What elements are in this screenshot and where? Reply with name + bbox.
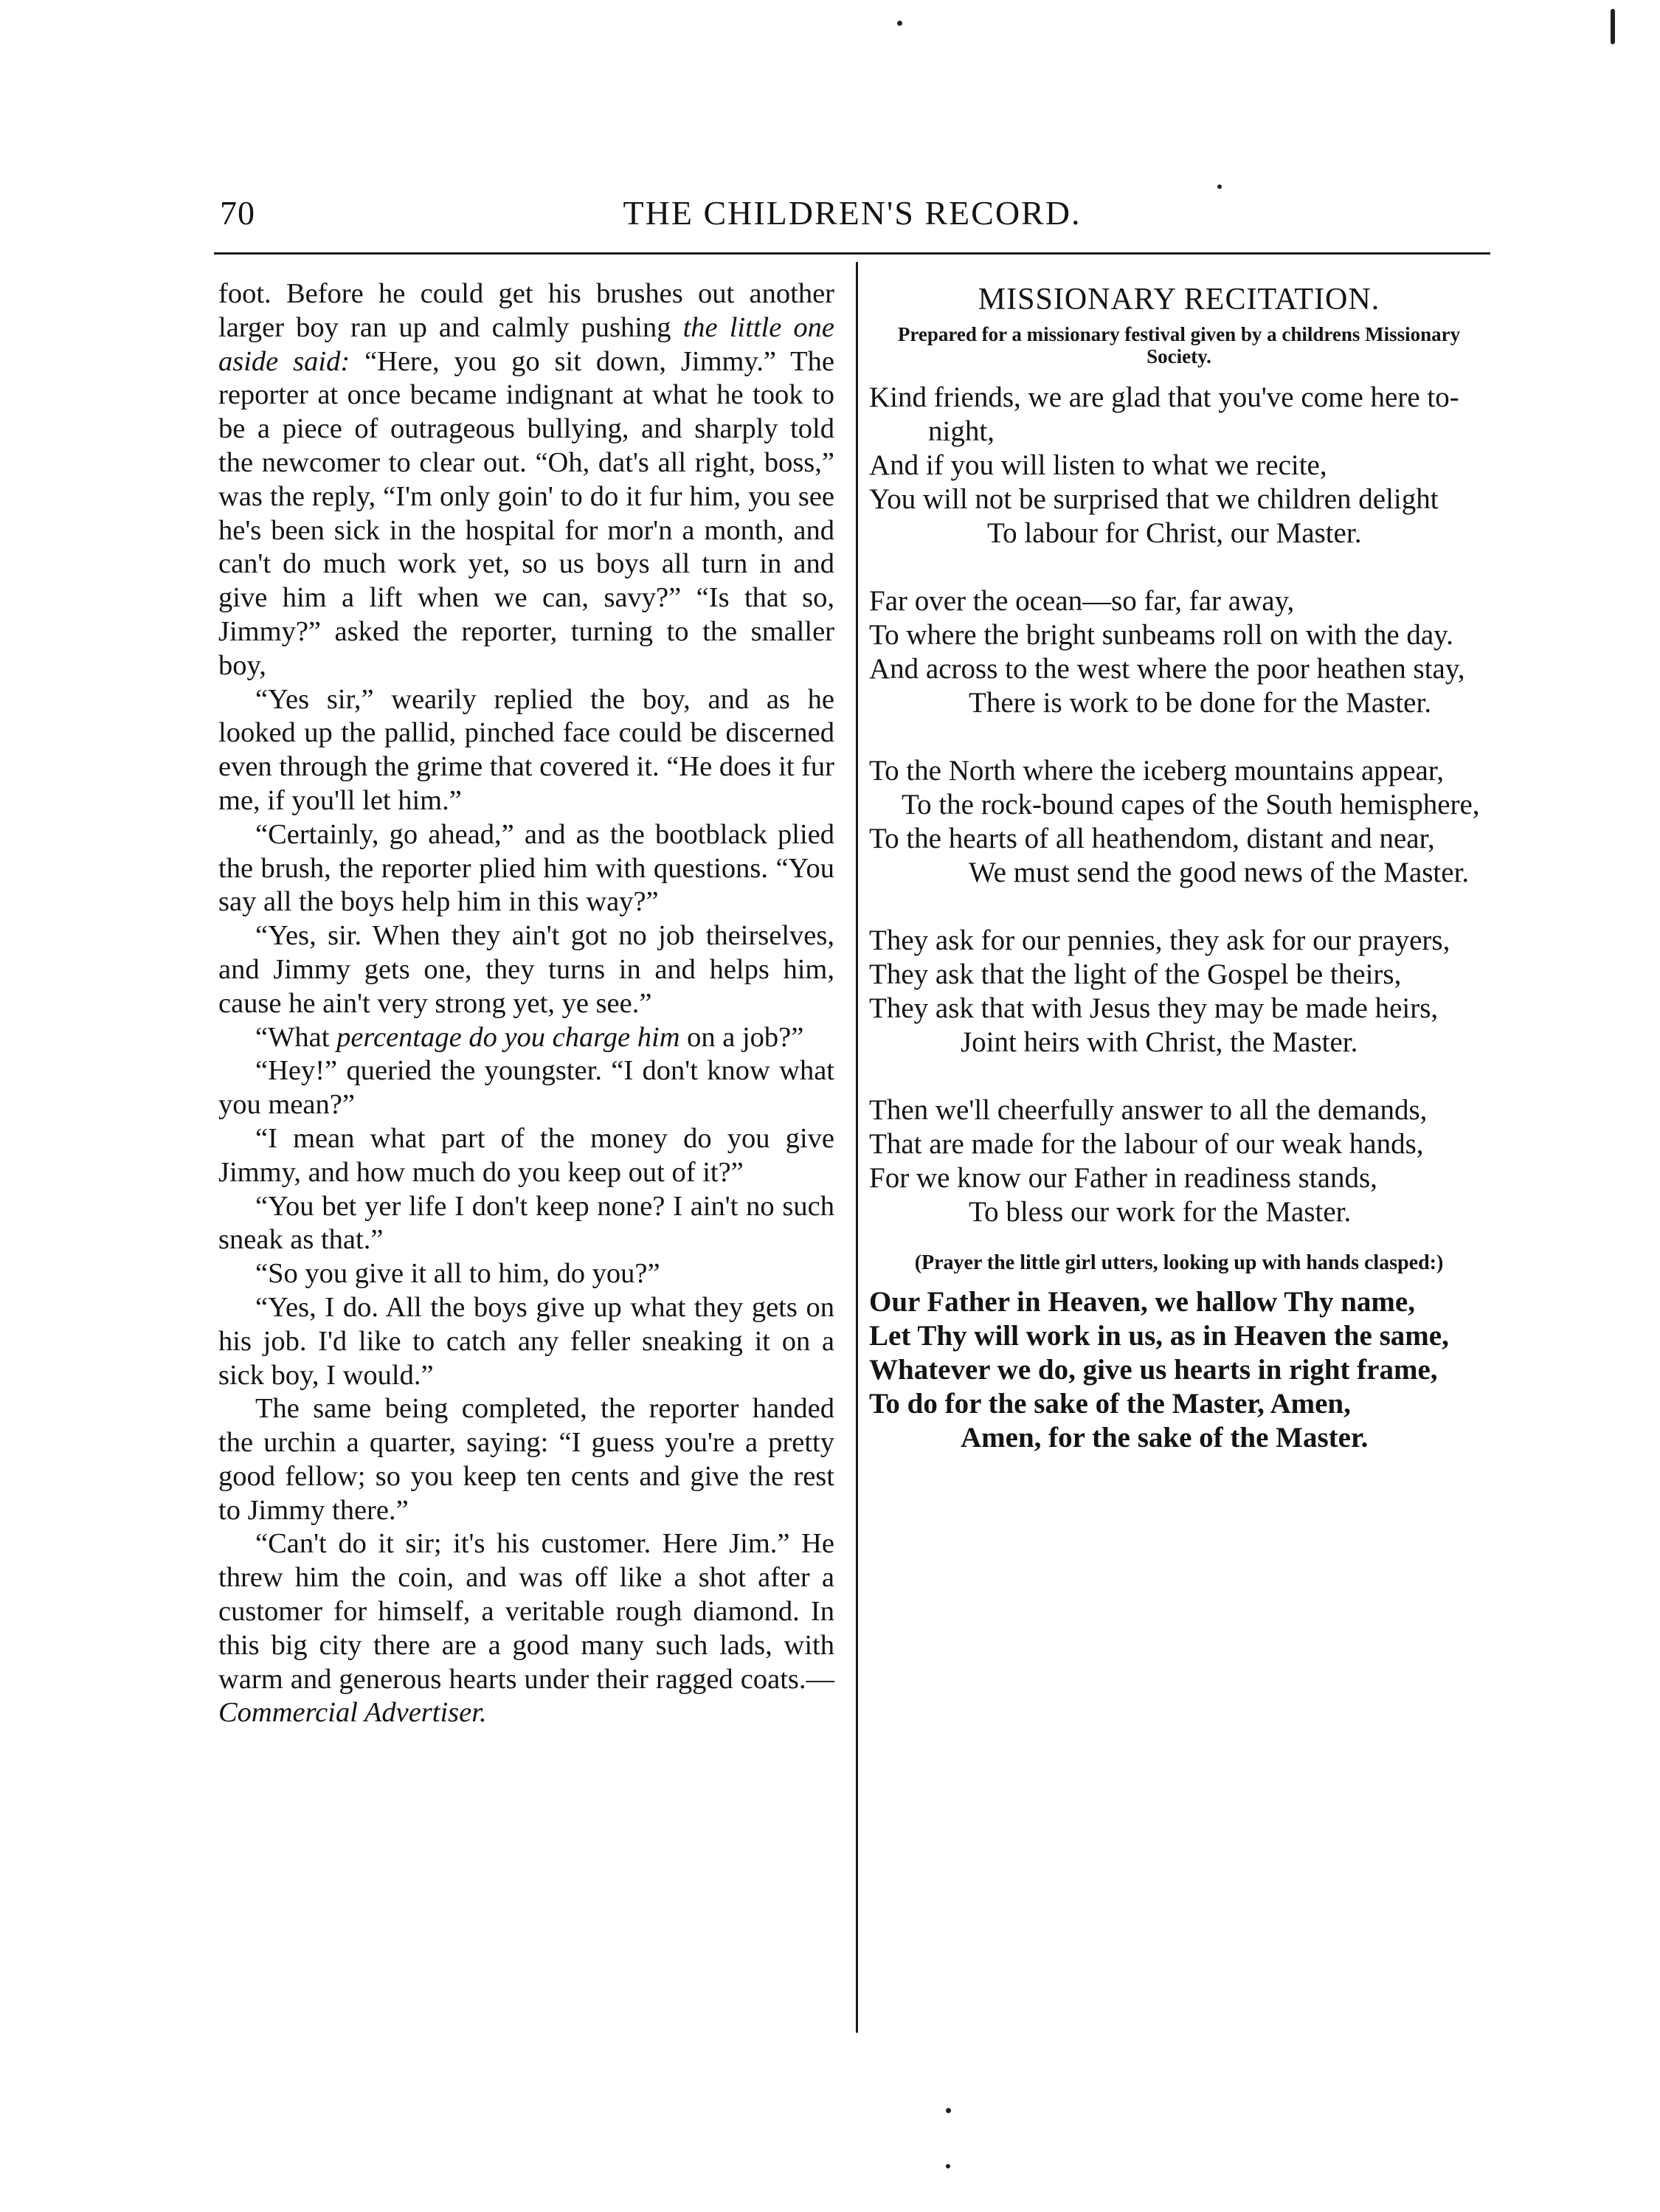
stanza-5	[869, 1093, 1489, 1229]
poem-line: That are made for the labour of our weak hands,	[869, 1128, 1424, 1160]
story-paragraph: “Hey!” queried the youngster. “I don't know what you mean?”	[218, 1055, 834, 1121]
recitation-title: MISSIONARY RECITATION.	[978, 283, 1380, 317]
stanza-2	[869, 584, 1489, 720]
prayer-line: Whatever we do, give us hearts in right frame,	[869, 1354, 1438, 1386]
stanza-4	[869, 924, 1489, 1060]
poem-refrain-line: To labour for Christ, our Master.	[987, 517, 1362, 549]
stanza-3	[869, 754, 1489, 890]
poem-line: To where the bright sunbeams roll on with the day.	[869, 619, 1453, 651]
poem-line: You will not be surprised that we children delight	[869, 483, 1439, 515]
poem-refrain-line: We must send the good news of the Master.	[969, 857, 1470, 888]
print-speck-bottom	[946, 2108, 951, 2113]
poem-line: To the hearts of all heathendom, distant and near,	[869, 823, 1435, 854]
poem-line: And if you will listen to what we recite,	[869, 449, 1327, 481]
poem-refrain-line: There is work to be done for the Master.	[969, 687, 1432, 719]
column-divider	[856, 262, 858, 2033]
poem-line: To the North where the iceberg mountains appear,	[869, 755, 1445, 787]
page-number: 70	[220, 194, 255, 232]
story-text-segment: “Can't do it sir; it's his customer. Here Jim.” He threw him the coin, and was off like a shot after a customer for himself, a veritable rough diamond. In this big city there are a good many such lads, with warm and generous hearts under their ragged coats.—	[218, 1528, 834, 1695]
prayer-line: Our Father in Heaven, we hallow Thy name,	[869, 1286, 1415, 1318]
prayer-line: To do for the sake of the Master, Amen,	[869, 1388, 1351, 1420]
recitation-subtitle: Prepared for a missionary festival given by a childrens Missionary Society.	[897, 323, 1461, 367]
story-paragraph: “Yes, sir. When they ain't got no job theirselves, and Jimmy gets one, they turns in and helps him, cause he ain't very strong yet, ye see.”	[218, 920, 834, 1019]
prayer-stanza	[869, 1285, 1489, 1455]
story-paragraph	[218, 1021, 834, 1055]
page-header	[214, 193, 1490, 238]
italic-phrase: the little one aside said:	[218, 311, 835, 377]
poem-line: They ask that the light of the Gospel be theirs,	[869, 958, 1402, 990]
poem-line: To the rock-bound capes of the South hemisphere,	[902, 789, 1480, 820]
story-text-segment: on a job?”	[679, 1021, 804, 1053]
poem-line: Kind friends, we are glad that you've come here to-night,	[869, 381, 1459, 447]
stage-direction: (Prayer the little girl utters, looking up with hands clasped:)	[914, 1251, 1444, 1274]
print-speck-header	[1217, 184, 1222, 189]
italic-phrase: percentage do you charge him	[336, 1021, 680, 1053]
print-speck-bottom-2	[946, 2164, 950, 2168]
poem-line: Then we'll cheerfully answer to all the demands,	[869, 1094, 1428, 1126]
story-paragraph: “I mean what part of the money do you give Jimmy, and how much do you keep out of it?”	[218, 1122, 834, 1188]
right-column-recitation	[869, 279, 1489, 1455]
prayer-line: Let Thy will work in us, as in Heaven the same,	[869, 1320, 1449, 1352]
story-paragraph: “Certainly, go ahead,” and as the bootblack plied the brush, the reporter plied him with questions. “You say all the boys help him in this way?”	[218, 818, 834, 918]
story-text-segment: “Here, you go sit down, Jimmy.” The reporter at once became indignant at what he took to be a piece of outrageous bullying, and sharply told the newcomer to clear out. “Oh, dat's all right, boss,” was the reply, “I'm only goin' to do it fur him, you see he's been sick in the hospital for mor'n a month, and can't do much work yet, so us boys all turn in and give him a lift when we can, savy?” “Is that so, Jimmy?” asked the reporter, turning to the smaller boy,	[218, 345, 834, 681]
poem-line: They ask that with Jesus they may be made heirs,	[869, 992, 1439, 1024]
poem-line: And across to the west where the poor heathen stay,	[869, 653, 1465, 685]
story-paragraph: “So you give it all to him, do you?”	[255, 1258, 660, 1290]
running-title: THE CHILDREN'S RECORD.	[623, 194, 1082, 232]
header-rule	[214, 252, 1490, 255]
story-paragraph: “Yes, I do. All the boys give up what they gets on his job. I'd like to catch any feller sneaking it on a sick boy, I would.”	[218, 1291, 834, 1391]
poem-refrain-line: Joint heirs with Christ, the Master.	[961, 1026, 1358, 1058]
prayer-refrain-line: Amen, for the sake of the Master.	[961, 1422, 1369, 1454]
poem-line: They ask for our pennies, they ask for our prayers,	[869, 924, 1450, 956]
story-paragraph-final	[218, 1527, 834, 1730]
poem-line: Far over the ocean—so far, far away,	[869, 585, 1295, 617]
story-text-segment: foot. Before he could get his brushes out another larger boy ran up and calmly pushing	[218, 278, 834, 343]
left-column-story	[218, 277, 834, 1730]
story-paragraph: The same being completed, the reporter handed the urchin a quarter, saying: “I guess you're a pretty good fellow; so you keep ten cents and give the rest to Jimmy there.”	[218, 1393, 834, 1526]
story-paragraph	[218, 277, 834, 683]
story-paragraph: “Yes sir,” wearily replied the boy, and as he looked up the pallid, pinched face could be discerned even through the grime that covered it. “He does it fur me, if you'll let him.”	[218, 683, 834, 816]
poem-refrain-line: To bless our work for the Master.	[969, 1196, 1352, 1228]
stanza-1	[869, 381, 1489, 550]
story-paragraph: “You bet yer life I don't keep none? I ain't no such sneak as that.”	[218, 1190, 834, 1256]
print-speck-corner	[1611, 9, 1615, 44]
poem-line: For we know our Father in readiness stands,	[869, 1162, 1377, 1194]
story-source: Commercial Advertiser.	[218, 1697, 487, 1729]
print-speck-top	[897, 21, 902, 26]
story-text-segment: “What	[255, 1021, 337, 1053]
